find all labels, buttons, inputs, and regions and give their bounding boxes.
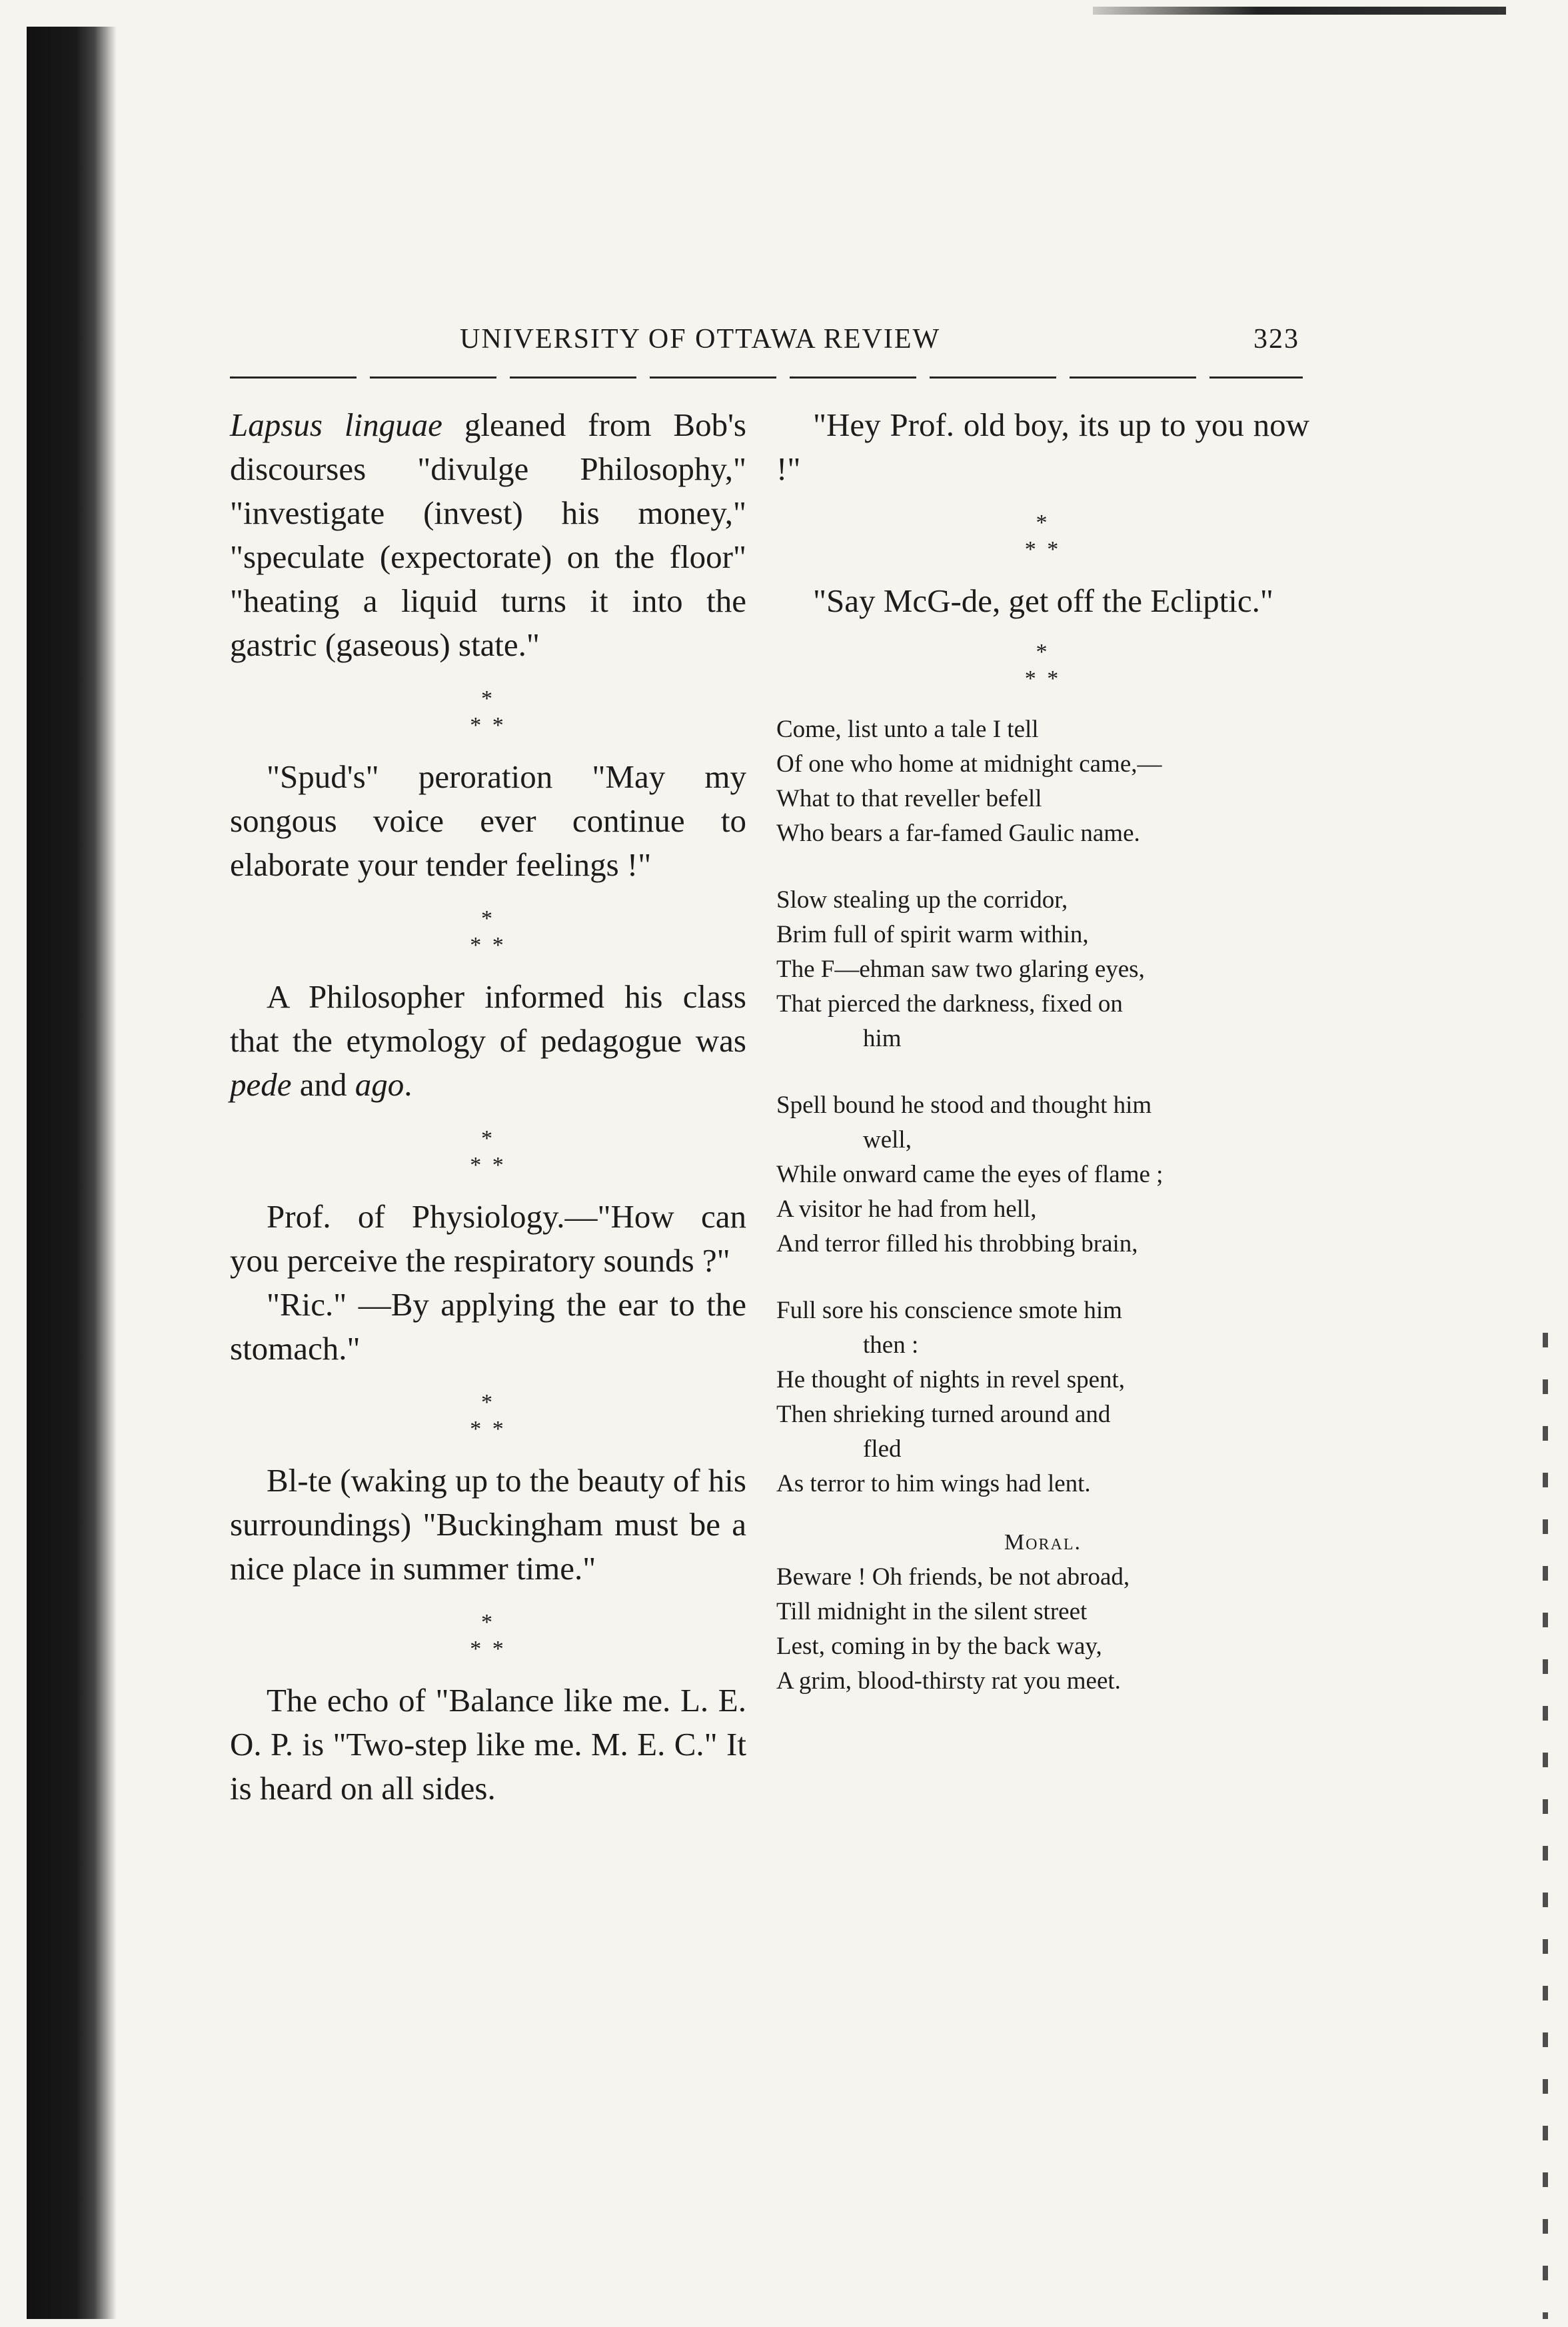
asterism: * * * [1024, 640, 1062, 691]
echo-paragraph: The echo of "Balance like me. L. E. O. P. is "Two-step like me. M. E. C." It is heard on all sides. [230, 1682, 746, 1807]
asterism: * * * [470, 1390, 506, 1441]
philosopher-paragraph: A Philosopher informed his class that the etymology of pedagogue was pede and ago. [230, 978, 746, 1103]
asterism: * * * [470, 686, 506, 738]
page-number: 323 [1253, 324, 1299, 355]
moral-stanza: Beware ! Oh friends, be not abroad, Till midnight in the silent street Lest, coming in by the back way, A grim, blood-thirsty rat you meet. [776, 1563, 1130, 1695]
asterism: * * * [470, 906, 506, 958]
top-edge-mark [1093, 7, 1506, 15]
hey-prof-paragraph: "Hey Prof. old boy, its up to you now !" [776, 406, 1309, 487]
physiology-answer: "Ric." —By applying the ear to the stomach." [230, 1286, 746, 1367]
journal-title: UNIVERSITY OF OTTAWA REVIEW [460, 324, 941, 355]
asterism: * * * [1024, 510, 1062, 562]
ecliptic-paragraph: "Say McG-de, get off the Ecliptic." [813, 582, 1273, 619]
left-column [230, 403, 746, 1811]
asterism: * * * [470, 1126, 506, 1177]
poem-stanza-4: Full sore his conscience smote him then : He thought of nights in revel spent, Then shrieking turned around and fled As terror to him wings had lent. [776, 1297, 1126, 1497]
spud-paragraph: "Spud's" peroration "May my songous voice ever continue to elaborate your tender feelings !" [230, 758, 746, 883]
running-header [460, 323, 1299, 363]
physiology-question: Prof. of Physiology.—"How can you perceive the respiratory sounds ?" [230, 1198, 746, 1279]
poem-stanza-1: Come, list unto a tale I tell Of one who home at midnight came,— What to that reveller befell Who bears a far-famed Gaulic name. [776, 716, 1162, 847]
right-column [776, 403, 1309, 1699]
buckingham-paragraph: Bl-te (waking up to the beauty of his surroundings) "Buckingham must be a nice place in summer time." [230, 1462, 746, 1587]
moral-heading: Moral. [1004, 1530, 1082, 1555]
poem-stanza-3: Spell bound he stood and thought him well, While onward came the eyes of flame ; A visitor he had from hell, And terror filled his throbbing brain, [776, 1092, 1164, 1257]
asterism: * * * [470, 1610, 506, 1661]
right-margin-specks [1543, 1333, 1548, 2319]
lapsus-paragraph: Lapsus linguae gleaned from Bob's discourses "divulge Philosophy," "investigate (invest) his money," "speculate (expectorate) on the floor" "heating a liquid turns it into the gastric (gaseous) state." [230, 406, 746, 663]
book-binding-edge [27, 27, 117, 2319]
header-rule [230, 377, 1303, 379]
poem-stanza-2: Slow stealing up the corridor, Brim full of spirit warm within, The F—ehman saw two glaring eyes, That pierced the darkness, fixed on him [776, 886, 1145, 1052]
